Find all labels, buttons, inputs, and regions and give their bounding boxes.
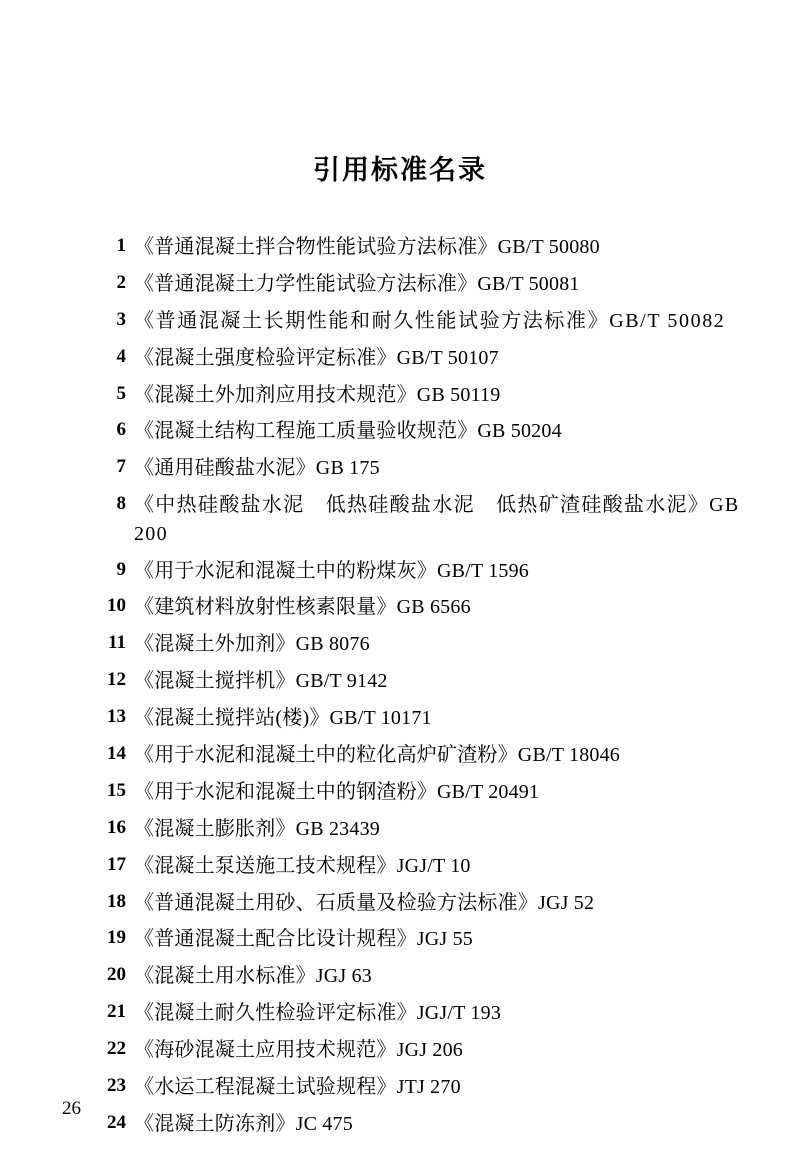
list-item-text: 《用于水泥和混凝土中的粉煤灰》GB/T 1596 xyxy=(134,559,529,582)
list-item-number: 20 xyxy=(107,964,126,986)
list-item xyxy=(96,491,740,548)
list-item-text: 《混凝土强度检验评定标准》GB/T 50107 xyxy=(134,346,499,369)
list-item-number: 19 xyxy=(107,927,126,949)
list-item-number: 3 xyxy=(116,308,126,330)
list-item xyxy=(96,962,740,990)
list-item-text: 《混凝土用水标准》JGJ 63 xyxy=(134,965,373,988)
list-item-number: 11 xyxy=(108,632,126,654)
list-item xyxy=(96,417,740,445)
list-item-number: 18 xyxy=(107,890,126,912)
list-item xyxy=(96,741,740,769)
list-item-text: 《混凝土膨胀剂》GB 23439 xyxy=(134,817,380,840)
list-item-text: 《用于水泥和混凝土中的钢渣粉》GB/T 20491 xyxy=(134,780,540,803)
list-item-number: 16 xyxy=(107,816,126,838)
list-item xyxy=(96,454,740,482)
page-title: 引用标准名录 xyxy=(313,155,487,185)
list-item-number: 15 xyxy=(107,779,126,801)
list-item-text: 《混凝土结构工程施工质量验收规范》GB 50204 xyxy=(134,420,562,443)
page-number: 26 xyxy=(62,1098,81,1119)
list-item-text: 《混凝土外加剂应用技术规范》GB 50119 xyxy=(134,383,501,406)
list-item-text: 《混凝土耐久性检验评定标准》JGJ/T 193 xyxy=(134,1002,502,1025)
list-item-number: 10 xyxy=(107,595,126,617)
list-item-number: 21 xyxy=(107,1001,126,1023)
list-item-number: 1 xyxy=(116,235,126,256)
list-item xyxy=(96,1110,740,1138)
list-item xyxy=(96,233,740,261)
list-item-text: 《建筑材料放射性核素限量》GB 6566 xyxy=(134,596,471,619)
list-item xyxy=(96,925,740,953)
list-item-text: 《混凝土搅拌机》GB/T 9142 xyxy=(134,670,388,693)
list-item-number: 24 xyxy=(107,1111,126,1133)
list-item-number: 23 xyxy=(107,1074,126,1096)
list-item-text: 《普通混凝土力学性能试验方法标准》GB/T 50081 xyxy=(134,272,580,295)
list-item xyxy=(96,381,740,409)
list-item-text: 《用于水泥和混凝土中的粒化高炉矿渣粉》GB/T 18046 xyxy=(134,743,620,766)
list-item xyxy=(96,593,740,621)
list-item-number: 12 xyxy=(107,669,126,691)
list-item xyxy=(96,344,740,372)
list-item-text: 《普通混凝土拌合物性能试验方法标准》GB/T 50080 xyxy=(134,236,600,258)
list-item xyxy=(96,999,740,1027)
list-item xyxy=(96,307,740,335)
list-item xyxy=(96,852,740,880)
list-item xyxy=(96,778,740,806)
list-item xyxy=(96,1036,740,1064)
list-item-text: 《中热硅酸盐水泥 低热硅酸盐水泥 低热矿渣硅酸盐水泥》GB 200 xyxy=(134,494,740,545)
list-item-number: 5 xyxy=(116,382,126,404)
list-item-number: 8 xyxy=(116,493,126,515)
list-item-text: 《水运工程混凝土试验规程》JTJ 270 xyxy=(134,1075,461,1098)
list-item xyxy=(96,630,740,658)
list-item xyxy=(96,557,740,585)
list-item xyxy=(96,1073,740,1101)
list-item-text: 《混凝土泵送施工技术规程》JGJ/T 10 xyxy=(134,854,471,877)
list-item xyxy=(96,667,740,695)
list-item-text: 《普通混凝土配合比设计规程》JGJ 55 xyxy=(134,928,474,951)
list-item-number: 6 xyxy=(116,419,126,441)
list-item-text: 《通用硅酸盐水泥》GB 175 xyxy=(134,457,380,480)
list-item xyxy=(96,815,740,843)
list-item-number: 9 xyxy=(116,558,126,580)
list-item-text: 《普通混凝土用砂、石质量及检验方法标准》JGJ 52 xyxy=(134,891,595,914)
list-item-number: 4 xyxy=(116,345,126,367)
list-item xyxy=(96,270,740,298)
list-item xyxy=(96,704,740,732)
list-item-text: 《混凝土防冻剂》JC 475 xyxy=(134,1112,353,1135)
list-item-text: 《普通混凝土长期性能和耐久性能试验方法标准》GB/T 50082 xyxy=(134,309,726,332)
list-item-number: 14 xyxy=(107,742,126,764)
referenced-standards-list xyxy=(0,233,800,1138)
list-item-number: 22 xyxy=(107,1038,126,1060)
list-item xyxy=(96,889,740,917)
list-item-number: 17 xyxy=(107,853,126,875)
list-item-text: 《混凝土外加剂》GB 8076 xyxy=(134,633,370,656)
list-item-number: 7 xyxy=(116,456,126,478)
list-item-text: 《混凝土搅拌站(楼)》GB/T 10171 xyxy=(134,707,432,730)
list-item-number: 2 xyxy=(116,271,126,293)
list-item-text: 《海砂混凝土应用技术规范》JGJ 206 xyxy=(134,1039,464,1062)
list-item-number: 13 xyxy=(107,706,126,728)
